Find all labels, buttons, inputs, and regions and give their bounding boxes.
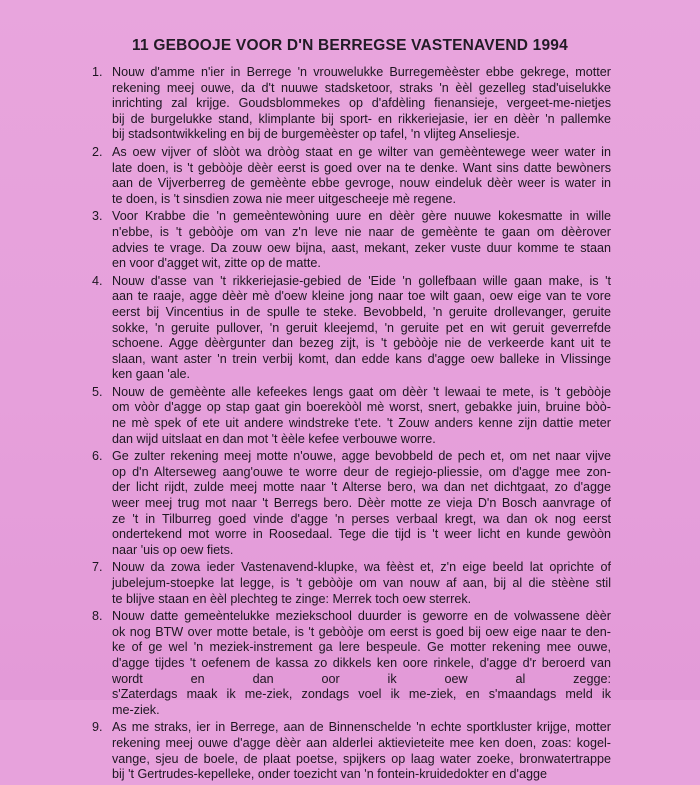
numbered-list — [92, 65, 611, 785]
text-line: naar 'uis op oew fiets. — [112, 542, 234, 557]
text-line: ok nog BTW over motte betale, is 't gebòòje om eerst is goed bij oew eige naar te den- — [112, 624, 611, 639]
text-line: ne mè spek of ete uit andere windstreke t'ete. 't Zouw anders kenne zijn dattie meter — [112, 416, 611, 431]
item-number: 2. — [92, 144, 103, 159]
text-line: d'agge tijdes 't oefenem de kassa zo dikkels ken oore rinkele, d'agge d'r beroerd van — [112, 655, 611, 670]
text-line: dan wijd uitslaat en dan mot 't èèle kefee verbouwe worre. — [112, 431, 436, 446]
text-line: Nouw de gemèènte alle kefeekes lengs gaat om dèèr 't lewaai te mete, is 't gebòòje — [112, 384, 611, 399]
text-line: me-ziek. — [112, 702, 160, 717]
text-line: As me straks, ier in Berrege, aan de Binnenschelde 'n echte sportkluster krijge, motter — [112, 720, 611, 735]
text-line: jubelejum-stoepke lat legge, is 't gebòòje om van nouw af aan, bij al die stèène stil — [112, 576, 611, 590]
list-item — [92, 144, 611, 207]
text-line: op d'n Alterseweg aang'ouwe te worre deur de regiejo-pliessie, om d'agge mee zon- — [112, 464, 611, 479]
text-line: der licht rijdt, zulde meej motte naar 't Alterse bero, wa dan net dichtgaat, zo d'agge — [112, 480, 611, 495]
text-line: aan te raaje, agge dèèr mè d'oew kleine jong naar toe wilt gaan, oew eige van te vore — [112, 289, 611, 304]
item-number: 5. — [92, 384, 103, 399]
text-line: om vòòr d'agge op stap gaat gin boerekòòl mè worst, snert, gebakke juin, bruine bòò- — [112, 400, 611, 415]
text-line: bij stadsontwikkeling en bij de burgemèèster op tafel, 'n vlijteg Anseliesje. — [112, 127, 520, 142]
text-line: Nouw datte gemeèntelukke meziekschool duurder is geworre en de volwassene dèèr — [112, 609, 611, 624]
text-line: Nouw da zowa ieder Vastenavend-klupke, wa fèèst et, z'n eige beeld lat oprichte of — [112, 560, 611, 575]
list-item — [92, 273, 611, 383]
text-line: advies te vrage. Da zouw oew bijna, aast, mekant, zeker vuste duur komme te staan — [112, 240, 611, 255]
text-line: weer meej trug mot naar 't Berregs bero. Dèèr motte ze vieja D'n Bosch aanvrage of — [112, 496, 611, 511]
document-title: 11 GEBOOJE VOOR D'N BERREGSE VASTENAVEND 1994 — [132, 37, 568, 54]
text-line: eerst bij Vincentius in de spulle te steke. Bevobbeld, 'n geruite drollevanger, geruite — [112, 304, 611, 319]
item-text — [112, 145, 611, 207]
text-line: vange, sjeu de boele, de plaat poetse, spijkers op laag water zoeke, bronwatertrappe — [112, 751, 611, 766]
item-text — [112, 560, 611, 607]
item-number: 6. — [92, 449, 103, 464]
item-number: 8. — [92, 609, 103, 624]
text-line: te blijve staan en èèl plechteg te zinge: Merrek toch oew sterrek. — [112, 591, 472, 606]
text-line: Nouw d'asse van 't rikkeriejasie-gebied de 'Eide 'n gollefbaan wille gaan make, is 't — [112, 273, 611, 288]
item-text — [112, 209, 611, 271]
text-line: en voor d'agget wit, zitte op de matte. — [112, 256, 321, 271]
item-number: 9. — [92, 720, 103, 735]
item-text — [112, 609, 611, 718]
item-text — [112, 449, 611, 558]
item-text — [112, 720, 611, 782]
list-item — [92, 209, 611, 271]
list-item — [92, 560, 611, 607]
text-line: schoene. Agge dèèrgunter dan bezeg zijt, is 't gebòòje nie de verkeerde kant uit te — [112, 336, 611, 351]
text-line: Ge zulter rekening meej motte n'ouwe, agge bevobbeld de pech et, om net naar vijve — [112, 449, 611, 464]
text-line: rekening meej ouwe d'agge dèèr aan alderlei aktievieteite mee ken doen, zoas: kogel- — [112, 735, 611, 750]
item-text — [112, 65, 611, 143]
text-line: rekening meej ouwe, da d't nuuwe stadsketoor, straks 'n èèl gezelleg stad'uiselukke — [112, 80, 611, 95]
text-line: slaan, want aster 'n trein verbij komt, dan edde kans d'agge oew balleke in Vlissinge — [112, 351, 611, 366]
text-line: late doen, is 't gebòòje dèèr eerst is goed over na te denke. Want sins datte bewòners — [112, 160, 611, 175]
text-line: inrichting zal krijge. Goudsblommekes op d'afdèling fienansieje, vergeet-me-nietjes — [112, 96, 611, 111]
text-line: Voor Krabbe die 'n gemeèntewòning uure en dèèr gère nuuwe kokesmatte in wille — [112, 209, 611, 224]
list-item — [92, 65, 611, 143]
text-line: ondertekend mot worre in Roosedaal. Tege die tijd is 't weer licht en kunde gewòòn — [112, 527, 611, 542]
text-line: bij de burgelukke stand, klimplante bij sport- en rikkeriejasie, ier en dèèr 'n pallemke — [112, 111, 611, 126]
text-line: ke of ge wel 'n meziek-instrement ga lere bespeule. Ge motter rekening mee ouwe, — [112, 640, 611, 655]
list-item — [92, 720, 611, 782]
list-item — [92, 609, 611, 718]
list-item — [92, 384, 611, 447]
item-text — [112, 385, 611, 447]
text-line: sokke, 'n geruite pullover, 'n geruit kleejemd, 'n geruite pet en wit geruit geverrefde — [112, 320, 611, 335]
text-line: te doen, is 't sinsdien zowa nie meer uitgescheeje mè regene. — [112, 191, 457, 206]
list-item — [92, 449, 611, 558]
text-line: s'Zaterdags maak ik me-ziek, zondags voel ik me-ziek, en s'maandags meld ik — [112, 687, 611, 702]
text-line: wordt en dan oor ik oew al zegge: — [112, 671, 611, 686]
text-line: Nouw d'amme n'ier in Berrege 'n vrouwelukke Burregemèèster ebbe gekrege, motter — [112, 65, 611, 79]
text-line: aan de Vijverberreg de gemèènte ebbe gevroge, nouw eindeluk dèèr weer is water in — [112, 176, 611, 191]
item-number: 3. — [92, 209, 103, 224]
text-line: ken gaan 'ale. — [112, 367, 191, 382]
text-line: ze 't in Tilburreg goed vinde d'agge 'n perses verbaal kregt, wa dan ok nog eerst — [112, 511, 611, 526]
item-number: 4. — [92, 273, 103, 288]
item-number: 1. — [92, 65, 103, 79]
text-line: bij 't Gertrudes-kepelleke, onder toezicht van 'n fontein-kruidedokter en d'agge — [112, 767, 547, 782]
item-number: 7. — [92, 560, 103, 575]
text-line: As oew vijver of slòòt wa dròòg staat en ge wilter van gemèèntewege weer water in — [112, 144, 611, 159]
text-line: n'ebbe, is 't gebòòje om van z'n leve nie naar de gemèènte te gaan om dèèrover — [112, 224, 611, 239]
item-text — [112, 274, 611, 383]
